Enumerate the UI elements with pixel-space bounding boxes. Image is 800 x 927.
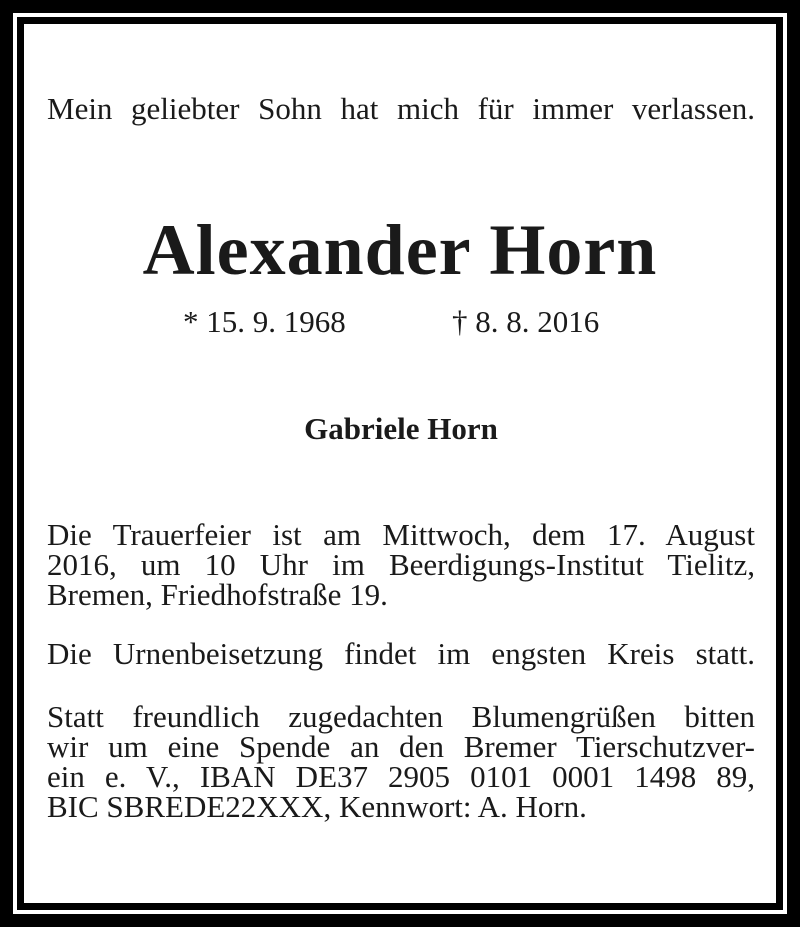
donation-line: ein e. V., IBAN DE37 2905 0101 0001 1498 89, (47, 759, 755, 794)
mourner-name: Gabriele Horn (304, 411, 498, 446)
donation-line: wir um eine Spende an den Bremer Tierschutzver- (47, 729, 755, 764)
donation-line: Statt freundlich zugedachten Blumengrüßen bitten (47, 699, 755, 734)
funeral-line: Bremen, Friedhofstraße 19. (47, 577, 388, 612)
birth-date: * 15. 9. 1968 (183, 304, 346, 339)
intro-text: Mein geliebter Sohn hat mich für immer verlassen. (47, 91, 755, 126)
donation-line: BIC SBREDE22XXX, Kennwort: A. Horn. (47, 789, 587, 824)
funeral-line: 2016, um 10 Uhr im Beerdigungs-Institut Tielitz, (47, 547, 755, 582)
death-date: † 8. 8. 2016 (452, 304, 600, 339)
deceased-name: Alexander Horn (142, 210, 658, 290)
funeral-line: Die Trauerfeier ist am Mittwoch, dem 17. August (47, 517, 755, 552)
urn-text: Die Urnenbeisetzung findet im engsten Kreis statt. (47, 636, 755, 671)
